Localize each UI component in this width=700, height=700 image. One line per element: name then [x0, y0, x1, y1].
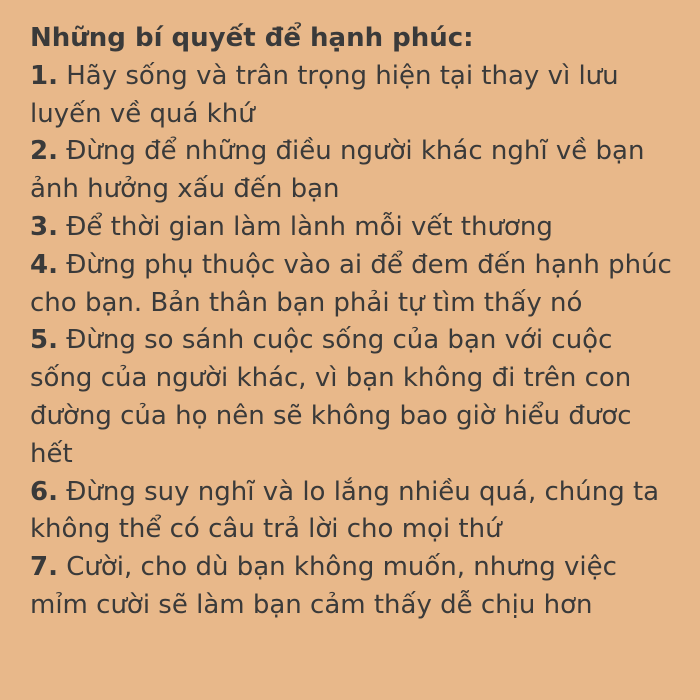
tip-number: 5. — [30, 325, 58, 356]
tip-3 — [30, 209, 682, 247]
tip-6 — [30, 474, 682, 550]
tip-4 — [30, 247, 682, 323]
tip-text: Đừng so sánh cuộc sống của bạn với cuộc sống của người khác, vì bạn không đi trên con đường của họ nên sẽ không bao giờ hiểu đươc hết — [30, 325, 632, 469]
tip-number: 6. — [30, 476, 58, 507]
tip-1 — [30, 58, 682, 134]
tip-7 — [30, 549, 682, 625]
tip-text: Đừng để những điều người khác nghĩ về bạn ảnh hưởng xấu đến bạn — [30, 136, 645, 205]
title: Những bí quyết để hạnh phúc: — [30, 23, 474, 53]
tip-5 — [30, 322, 682, 473]
tip-2 — [30, 133, 682, 209]
tip-number: 2. — [30, 136, 58, 167]
tip-text: Để thời gian làm lành mỗi vết thương — [66, 211, 553, 242]
tip-number: 7. — [30, 552, 58, 583]
tip-text: Đừng phụ thuộc vào ai để đem đến hạnh phúc cho bạn. Bản thân bạn phải tự tìm thấy nó — [30, 249, 672, 318]
tip-number: 4. — [30, 249, 58, 280]
tip-text: Cười, cho dù bạn không muốn, nhưng việc mỉm cười sẽ làm bạn cảm thấy dễ chịu hơn — [30, 552, 617, 620]
tip-number: 3. — [30, 211, 58, 242]
tip-number: 1. — [30, 60, 58, 91]
tip-text: Hãy sống và trân trọng hiện tại thay vì lưu luyến về quá khứ — [30, 60, 619, 129]
tip-text: Đừng suy nghĩ và lo lắng nhiều quá, chúng ta không thể có câu trả lời cho mọi thứ — [30, 476, 660, 545]
